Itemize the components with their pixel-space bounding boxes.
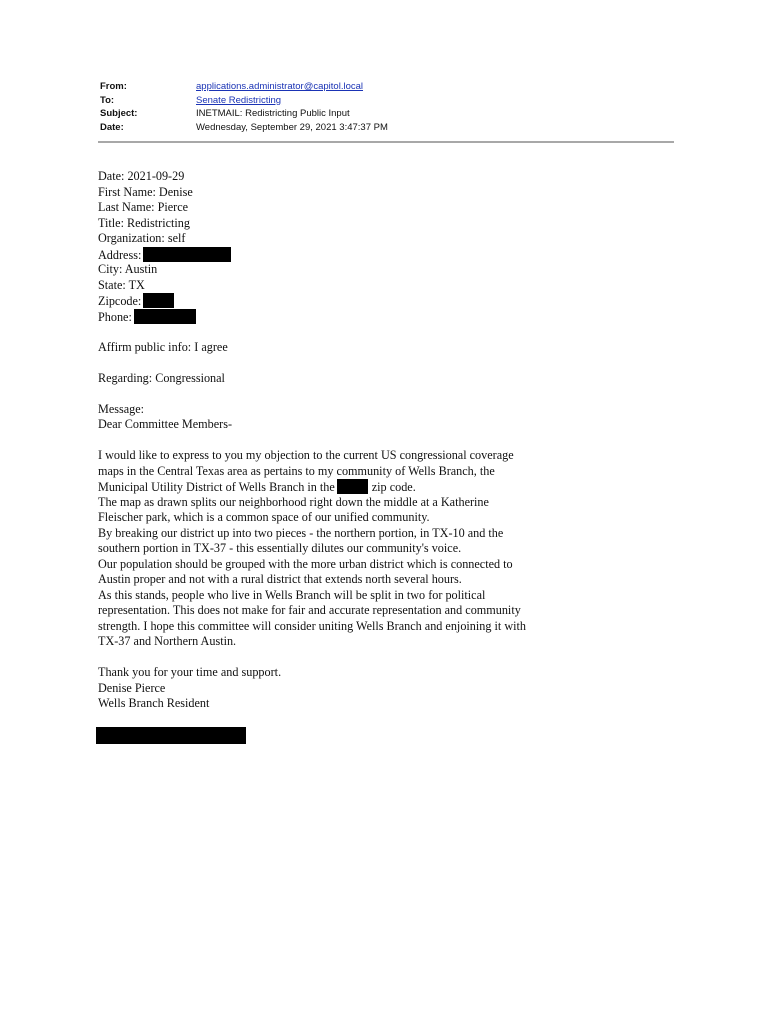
message-line: By breaking our district up into two pieces - the northern portion, in TX-10 and the (98, 525, 504, 540)
closing-thanks: Thank you for your time and support. (98, 665, 282, 679)
subject-value: INETMAIL: Redistricting Public Input (196, 108, 350, 120)
regarding-line: Regarding: Congressional (98, 370, 225, 385)
from-email-link[interactable]: applications.administrator@capitol.local (196, 81, 364, 93)
address-label: Address: (98, 247, 142, 262)
message-line: southern portion in TX-37 - this essentially dilutes our community's voice. (98, 541, 462, 555)
subject-label: Subject: (100, 108, 138, 120)
phone-label: Phone: (98, 309, 132, 324)
to-recipient-link[interactable]: Senate Redistricting (196, 94, 282, 106)
header-divider (98, 141, 674, 143)
closing-name: Denise Pierce (98, 680, 166, 695)
field-state: State: TX (98, 277, 145, 292)
message-line: maps in the Central Texas area as pertains to my community of Wells Branch, the (98, 463, 495, 478)
phone-redaction (134, 309, 196, 324)
field-city: City: Austin (98, 262, 158, 276)
date-label: Date: (100, 121, 124, 133)
field-phone (98, 309, 658, 325)
date-row (100, 121, 680, 135)
spacer (98, 433, 658, 449)
email-header (100, 80, 680, 134)
message-line-part: zip code. (371, 480, 416, 494)
message-line: strength. I hope this committee will consider uniting Wells Branch and enjoining it with (98, 618, 526, 633)
to-label: To: (100, 94, 115, 106)
zipcode-redaction (143, 293, 174, 308)
message-line: Austin proper and not with a rural district that extends north several hours. (98, 572, 462, 586)
from-label: From: (100, 81, 127, 93)
message-line-part: Municipal Utility District of Wells Branch in the (98, 480, 335, 494)
spacer (98, 355, 658, 371)
message-label: Message: (98, 401, 145, 416)
spacer (98, 324, 658, 340)
field-title: Title: Redistricting (98, 215, 190, 230)
message-line: TX-37 and Northern Austin. (98, 634, 237, 648)
spacer (98, 386, 658, 402)
message-line: As this stands, people who live in Wells Branch will be split in two for political (98, 587, 486, 602)
salutation: Dear Committee Members- (98, 417, 233, 431)
message-body (98, 169, 658, 712)
affirm-line: Affirm public info: I agree (98, 339, 228, 354)
field-address (98, 247, 658, 263)
field-organization: Organization: self (98, 231, 186, 245)
message-line: representation. This does not make for fair and accurate representation and community (98, 603, 521, 617)
zip-redaction (337, 479, 368, 494)
to-row (100, 94, 680, 108)
message-line: Fleischer park, which is a common space of our unified community. (98, 510, 430, 524)
spacer (98, 650, 658, 666)
signature-redaction (96, 727, 246, 744)
field-first-name: First Name: Denise (98, 184, 193, 199)
field-last-name: Last Name: Pierce (98, 200, 189, 214)
subject-row (100, 107, 680, 121)
message-line: Our population should be grouped with the more urban district which is connected to (98, 556, 513, 571)
field-date: Date: 2021-09-29 (98, 169, 185, 183)
date-value: Wednesday, September 29, 2021 3:47:37 PM (196, 121, 388, 133)
message-line: I would like to express to you my objection to the current US congressional coverage (98, 448, 514, 462)
zipcode-label: Zipcode: (98, 294, 142, 308)
field-zipcode (98, 293, 658, 309)
message-line: The map as drawn splits our neighborhood right down the middle at a Katherine (98, 494, 489, 509)
closing-role: Wells Branch Resident (98, 696, 210, 710)
from-row (100, 80, 680, 94)
address-redaction (143, 247, 231, 262)
message-line (98, 479, 658, 495)
